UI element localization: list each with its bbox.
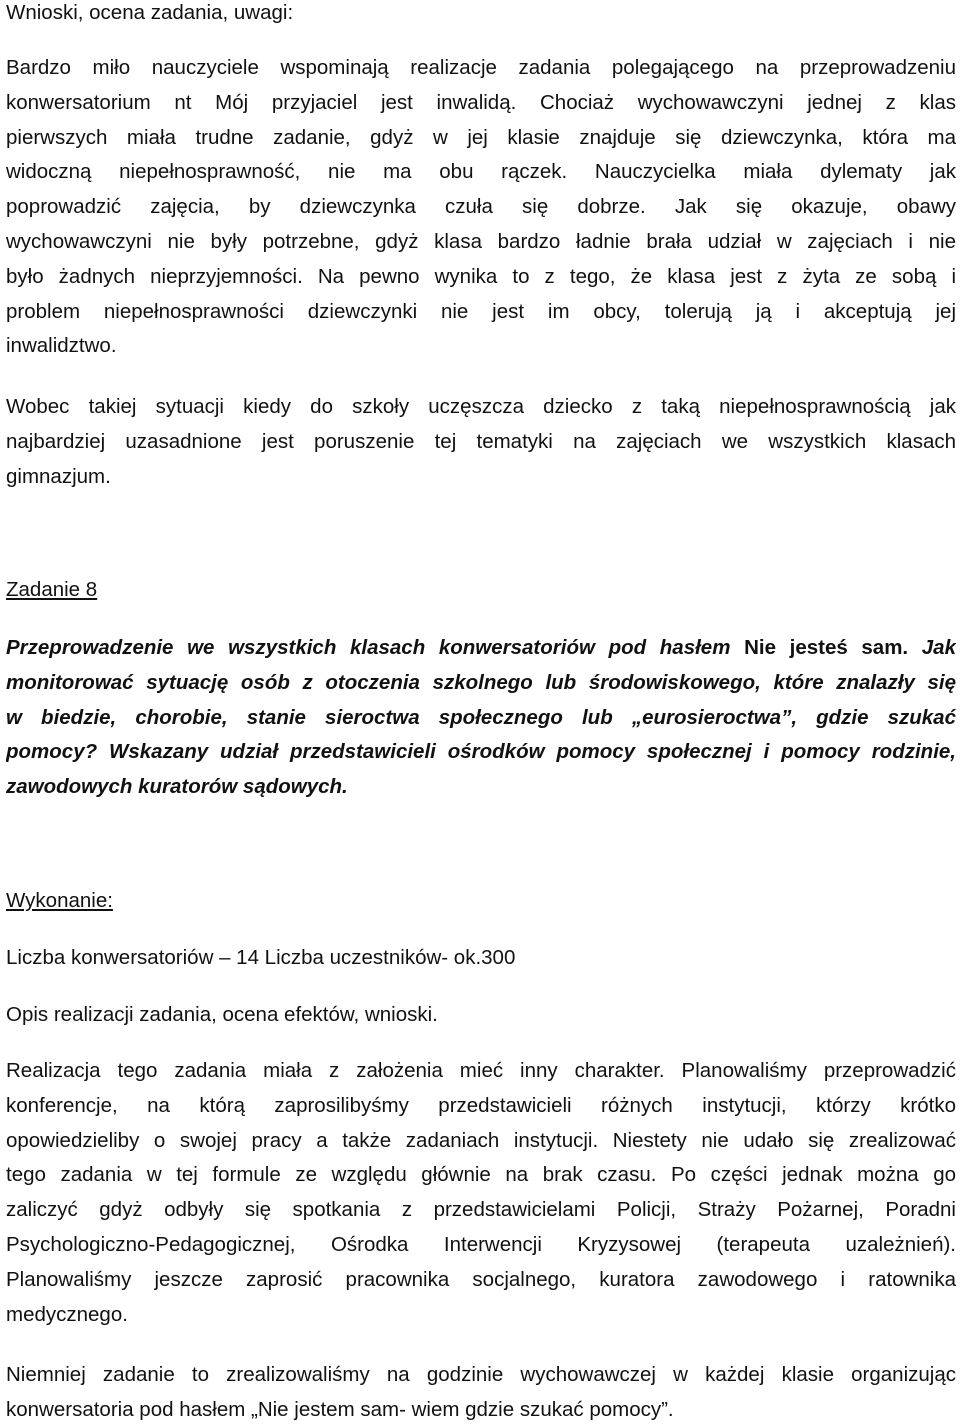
section-heading: Wnioski, ocena zadania, uwagi: [6,1,294,24]
execution-heading: Wykonanie: [6,889,113,912]
text-line: pierwszych miała trudne zadanie, gdyż w jej klasie znajduje się dziewczynka, która ma [6,125,956,149]
task-line: Przeprowadzenie we wszystkich klasach konwersatoriów pod hasłem Nie jesteś sam. Jak [6,636,956,659]
text-line: pomocy? Wskazany udział przedstawicieli ośrodków pomocy społecznej i pomocy rodzinie, [6,740,956,764]
text-line: monitorować sytuację osób z otoczenia szkolnego lub środowiskowego, które znalazły się [6,670,956,694]
description-heading: Opis realizacji zadania, ocena efektów, wnioski. [6,1003,438,1026]
text-line: konwersatorium nt Mój przyjaciel jest inwalidą. Chociaż wychowawczyni jednej z klas [6,90,956,114]
text-line: inwalidztwo. [6,334,117,358]
text-line: zawodowych kuratorów sądowych. [6,775,348,799]
paragraph [6,390,956,494]
text-line: konwersatoria pod hasłem „Nie jestem sam- wiem gdzie szukać pomocy”. [6,1397,674,1421]
text-line: wychowawczyni nie były potrzebne, gdyż klasa bardzo ładnie brała udział w zajęciach i nie [6,229,956,253]
text-line: Psychologiczno-Pedagogicznej, Ośrodka Interwencji Kryzysowej (terapeuta uzależnień). [6,1232,956,1256]
text-line: najbardziej uzasadnione jest poruszenie tej tematyki na zajęciach we wszystkich klasach [6,429,956,453]
text-line: było żadnych nieprzyjemności. Na pewno wynika to z tego, że klasa jest z żyta ze sobą i [6,264,956,288]
task-heading: Zadanie 8 [6,578,98,601]
text-line: w biedzie, chorobie, stanie sieroctwa społecznego lub „eurosieroctwa”, gdzie szukać [6,705,956,729]
text-line: Niemniej zadanie to zrealizowaliśmy na godzinie wychowawczej w każdej klasie organizując [6,1363,956,1386]
text-line: problem niepełnosprawności dziewczynki nie jest im obcy, tolerują ją i akceptują jej [6,299,956,323]
text-line: medycznego. [6,1302,128,1326]
text-line: widoczną niepełnosprawność, nie ma obu rączek. Nauczycielka miała dylematy jak [6,160,956,184]
paragraph [6,1054,956,1332]
text-line: konferencje, na którą zaprosilibyśmy przedstawicieli różnych instytucji, którzy krótko [6,1093,956,1117]
text-line: Wobec takiej sytuacji kiedy do szkoły uczęszcza dziecko z taką niepełnosprawnością jak [6,395,956,418]
counts-line: Liczba konwersatoriów – 14 Liczba uczestników- ok.300 [6,946,516,969]
text-line: tego zadania w tej formule ze względu głównie na brak czasu. Po części jednak można go [6,1163,956,1187]
text-line: gimnazjum. [6,464,111,488]
text-line: Realizacja tego zadania miała z założenia mieć inny charakter. Planowaliśmy przeprowadzić [6,1059,956,1082]
paragraph [6,51,956,364]
text-line: zaliczyć gdyż odbyły się spotkania z przedstawicielami Policji, Straży Pożarnej, Poradni [6,1198,956,1222]
text-line: poprowadzić zajęcia, by dziewczynka czuła się dobrze. Jak się okazuje, obawy [6,195,956,219]
text-line: Planowaliśmy jeszcze zaprosić pracownika socjalnego, kuratora zawodowego i ratownika [6,1267,956,1291]
task-description [6,631,956,805]
paragraph [6,1358,956,1428]
text-line: Bardzo miło nauczyciele wspominają realizacje zadania polegającego na przeprowadzeniu [6,56,956,79]
text-line: opowiedzieliby o swojej pracy a także zadaniach instytucji. Niestety nie udało się zrealizować [6,1128,956,1152]
